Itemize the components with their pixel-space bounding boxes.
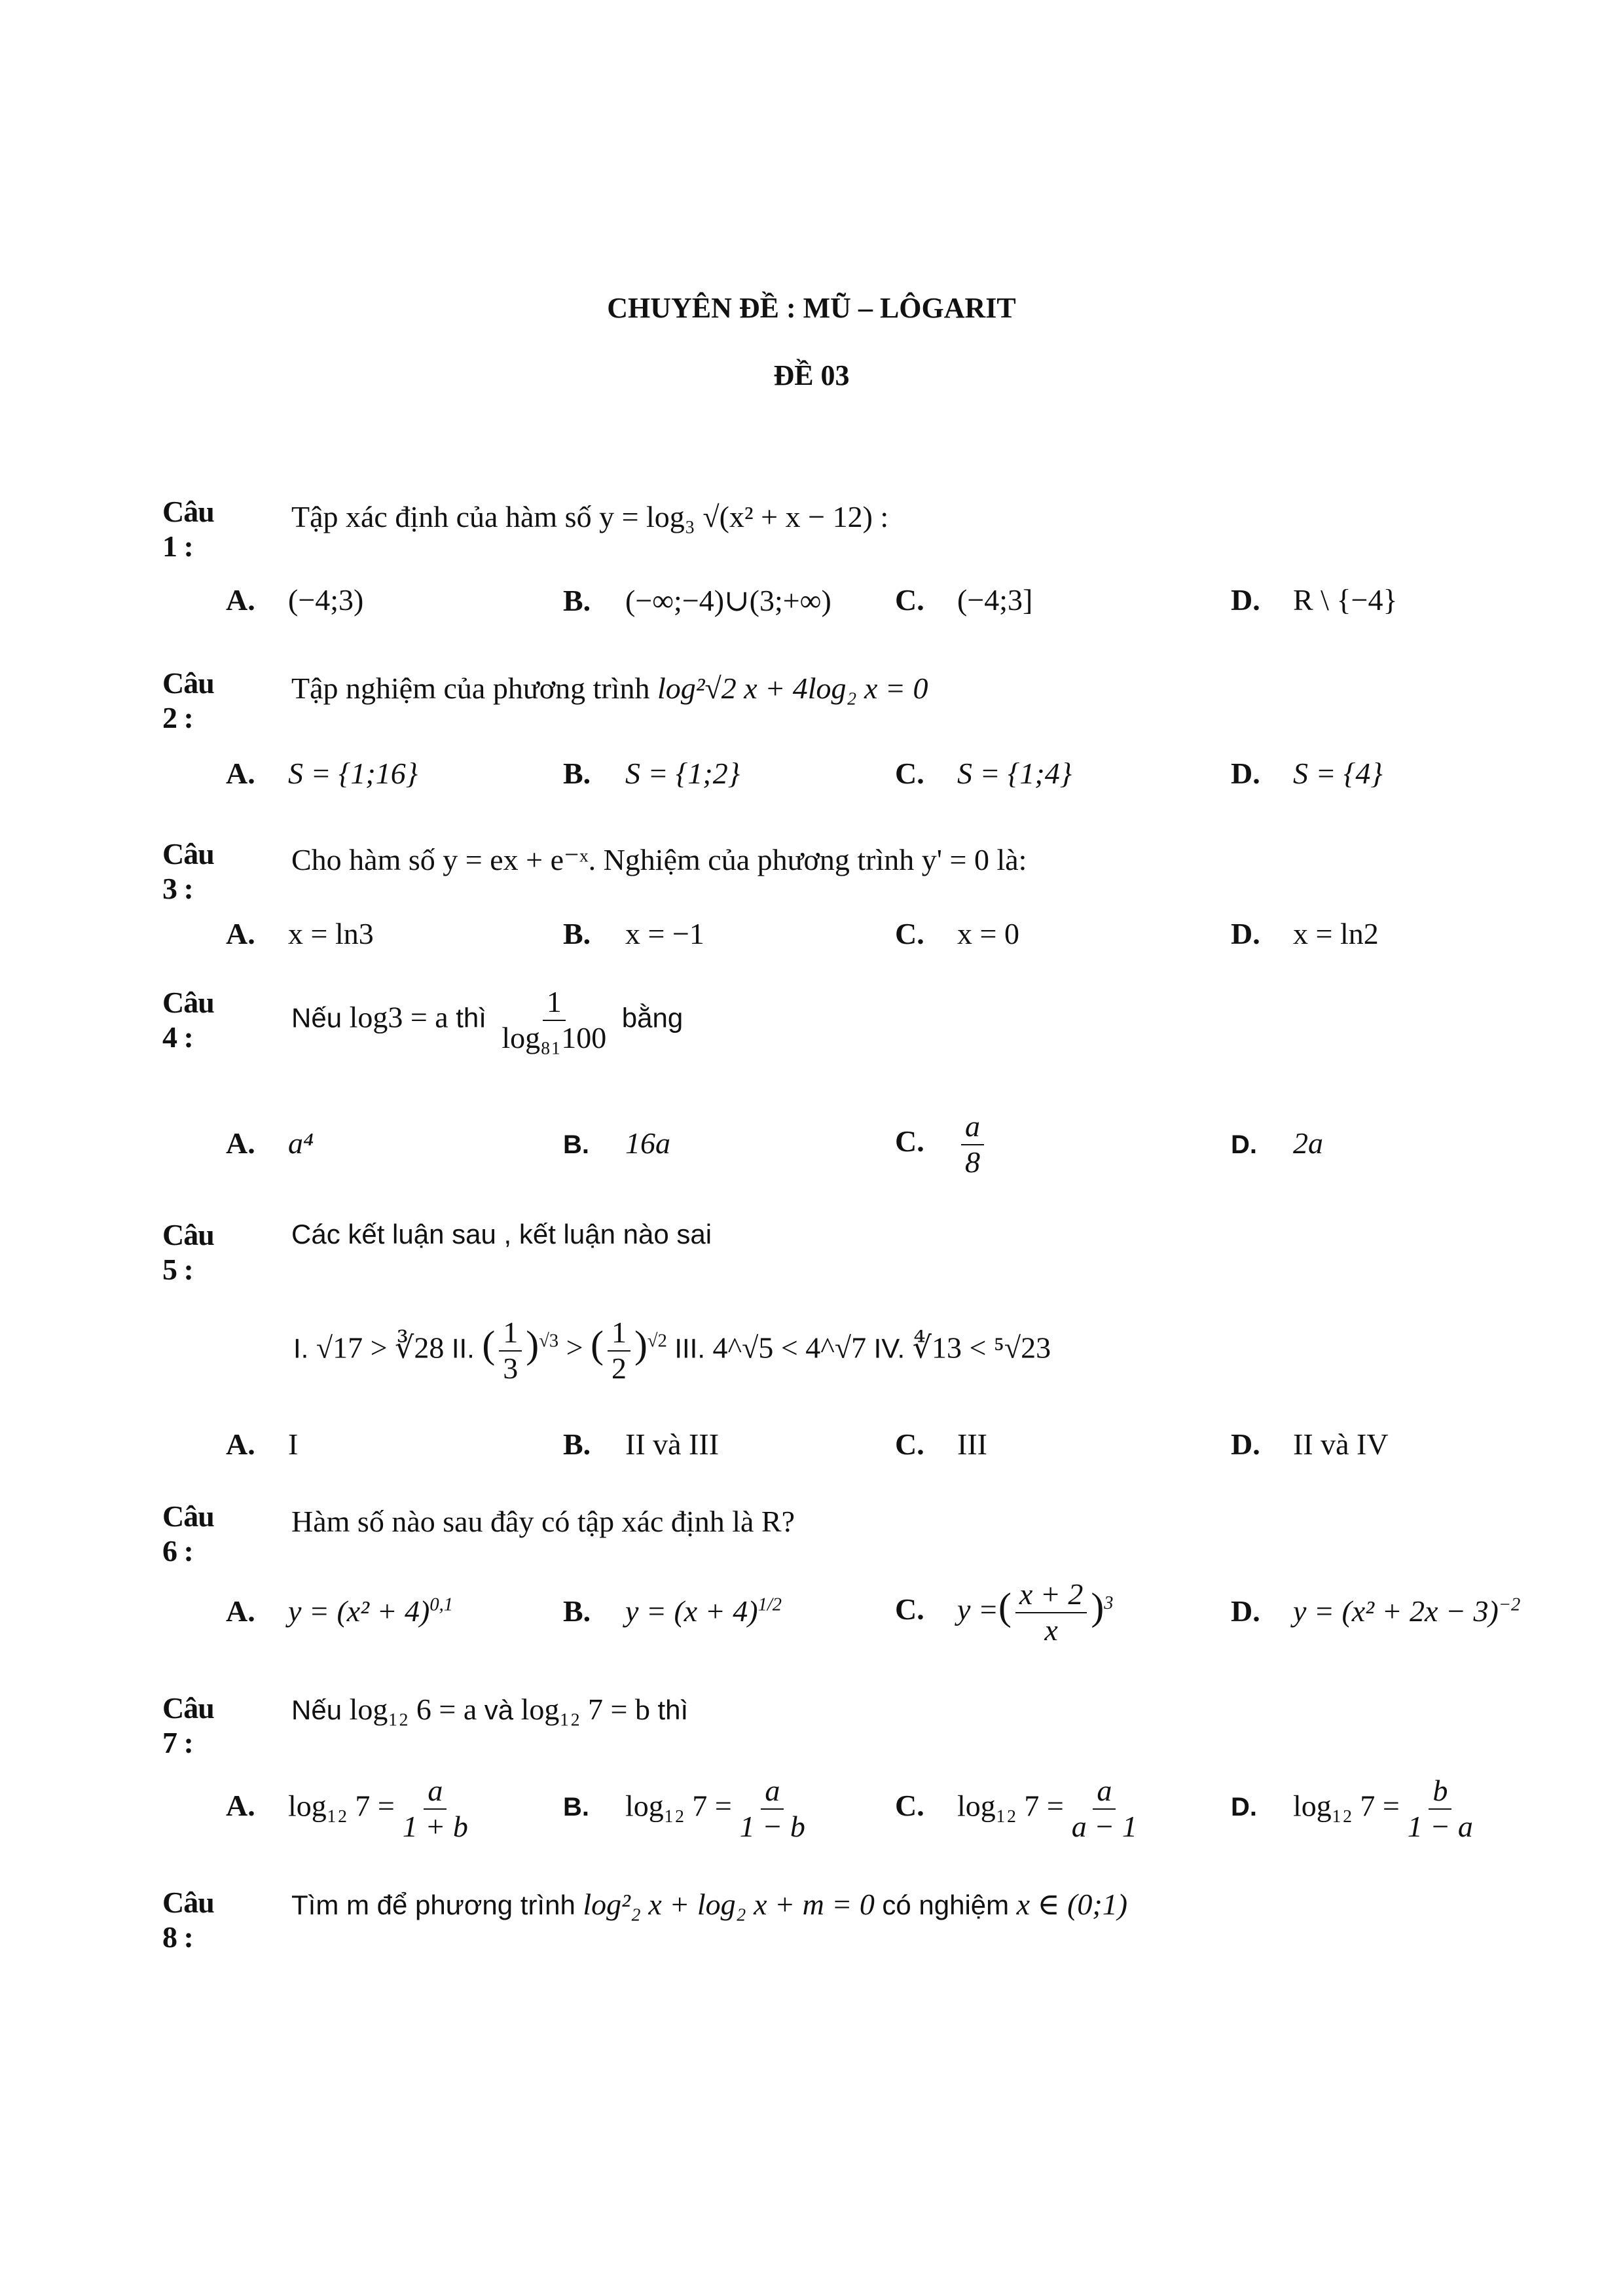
statement-1: √17 > ∛28 — [316, 1331, 445, 1365]
question-expression-2: y' = 0 — [921, 843, 989, 876]
question-text: Nếu log₁₂ 6 = a và log₁₂ 7 = b thì — [291, 1693, 689, 1726]
option-a[interactable]: A. I — [226, 1427, 299, 1461]
option-a[interactable]: A. log₁₂ 7 = $\frac{a}{1 + b}$ — [226, 1774, 468, 1843]
question-expression: log²₂ x + log₂ x + m = 0 — [583, 1888, 875, 1921]
option-d[interactable]: D. log₁₂ 7 = $\frac{b}{1 - a}$ — [1231, 1774, 1473, 1843]
question-text: Tìm m để phương trình log²₂ x + log₂ x + m = 0 có nghiệm x ∈ (0;1) — [291, 1888, 1128, 1921]
option-d[interactable]: D. x = ln2 — [1231, 917, 1379, 950]
page-title: CHUYÊN ĐỀ : MŨ – LÔGARIT — [607, 292, 1016, 324]
option-c[interactable]: C. (−4;3] — [895, 583, 1033, 617]
option-a[interactable]: A. a⁴ — [226, 1126, 314, 1160]
question-expression: log3 = a — [349, 1000, 448, 1034]
fraction: $\frac{a}{8}$ — [961, 1109, 984, 1180]
question-expression: log²√2 x + 4log₂ x = 0 — [657, 672, 928, 705]
statement-4: ∜13 < ⁵√23 — [912, 1331, 1051, 1365]
option-c[interactable]: C. S = {1;4} — [895, 757, 1072, 790]
option-d[interactable]: D. R \ {−4} — [1231, 583, 1398, 617]
option-b[interactable]: B. x = −1 — [563, 917, 704, 950]
question-expression: y = ex + e⁻ˣ — [443, 843, 589, 876]
option-d[interactable]: D. S = {4} — [1231, 757, 1383, 790]
option-b[interactable]: B. log₁₂ 7 = $\frac{a}{1 - b}$ — [563, 1774, 805, 1843]
option-d[interactable]: D. II và IV — [1231, 1427, 1389, 1461]
question-label: Câu 8 : — [162, 1886, 214, 1954]
question-text: Nếu log3 = a thì $\frac{1}{\text{log₈₁100}}$ bằng — [291, 985, 684, 1054]
statement-2: ( $\frac{1}{3}$ )$^{√3}$ > ( $\frac{1}{2}$ )$^{√2}$ — [482, 1316, 667, 1385]
fraction: $\frac{1}{\text{log₈₁100}}$ — [501, 985, 607, 1054]
question-label: Câu 1 : — [162, 495, 214, 563]
exam-code: ĐỀ 03 — [773, 359, 850, 391]
question-expression-2: x ∈ (0;1) — [1016, 1888, 1128, 1921]
question-text: Các kết luận sau , kết luận nào sai — [291, 1219, 712, 1249]
option-b[interactable]: B. 16a — [563, 1126, 670, 1160]
option-a[interactable]: A. (−4;3) — [226, 583, 364, 617]
option-c[interactable]: C. III — [895, 1427, 987, 1461]
option-b[interactable]: B. (−∞;−4)∪(3;+∞) — [563, 584, 831, 617]
question-label: Câu 5 : — [162, 1218, 214, 1286]
option-a[interactable]: A. S = {1;16} — [226, 757, 418, 790]
question-text: Tập xác định của hàm số y = log₃ √(x² + x − 12) : — [291, 500, 889, 533]
option-c[interactable]: C. x = 0 — [895, 917, 1019, 950]
question-text: Hàm số nào sau đây có tập xác định là R? — [291, 1505, 795, 1538]
option-a[interactable]: A. x = ln3 — [226, 917, 374, 950]
question-expression: log₁₂ 6 = a — [349, 1693, 477, 1726]
question-label: Câu 7 : — [162, 1691, 214, 1759]
option-c[interactable]: C. log₁₂ 7 = $\frac{a}{a - 1}$ — [895, 1774, 1137, 1843]
statement-3: 4^√5 < 4^√7 — [712, 1331, 867, 1365]
option-b[interactable]: B. S = {1;2} — [563, 757, 740, 790]
option-d[interactable]: D. $y = (x^2 + 2x - 3)^{-2}$ — [1231, 1594, 1521, 1628]
option-c[interactable]: C. $\frac{a}{8}$ — [895, 1109, 988, 1180]
question-expression-2: log₁₂ 7 = b — [520, 1693, 650, 1726]
option-d[interactable]: D. 2a — [1231, 1126, 1323, 1160]
question-label: Câu 3 : — [162, 837, 214, 905]
question-expression: y = log₃ √(x² + x − 12) : — [599, 500, 889, 533]
option-b[interactable]: B. $y = (x + 4)^{1/2}$ — [563, 1594, 782, 1628]
statements-list: I. √17 > ∛28 II. ( $\frac{1}{3}$ )$^{√3}$ > ( $\frac{1}{2}$ )$^{√2}$ III. 4^√5 < 4^√7 IV. ∜13 < ⁵√23 — [293, 1316, 1051, 1385]
option-a[interactable]: A. $y = (x^2 + 4)^{0,1}$ — [226, 1594, 453, 1628]
question-label: Câu 4 : — [162, 986, 214, 1054]
option-b[interactable]: B. II và III — [563, 1427, 720, 1461]
question-label: Câu 2 : — [162, 666, 214, 734]
option-c[interactable]: C. y =( $\frac{x + 2}{x}$ )$^3$ — [895, 1577, 1114, 1647]
question-text: Tập nghiệm của phương trình log²√2 x + 4log₂ x = 0 — [291, 672, 928, 705]
question-text: Cho hàm số y = ex + e⁻ˣ. Nghiệm của phương trình y' = 0 là: — [291, 843, 1027, 876]
question-label: Câu 6 : — [162, 1499, 214, 1568]
